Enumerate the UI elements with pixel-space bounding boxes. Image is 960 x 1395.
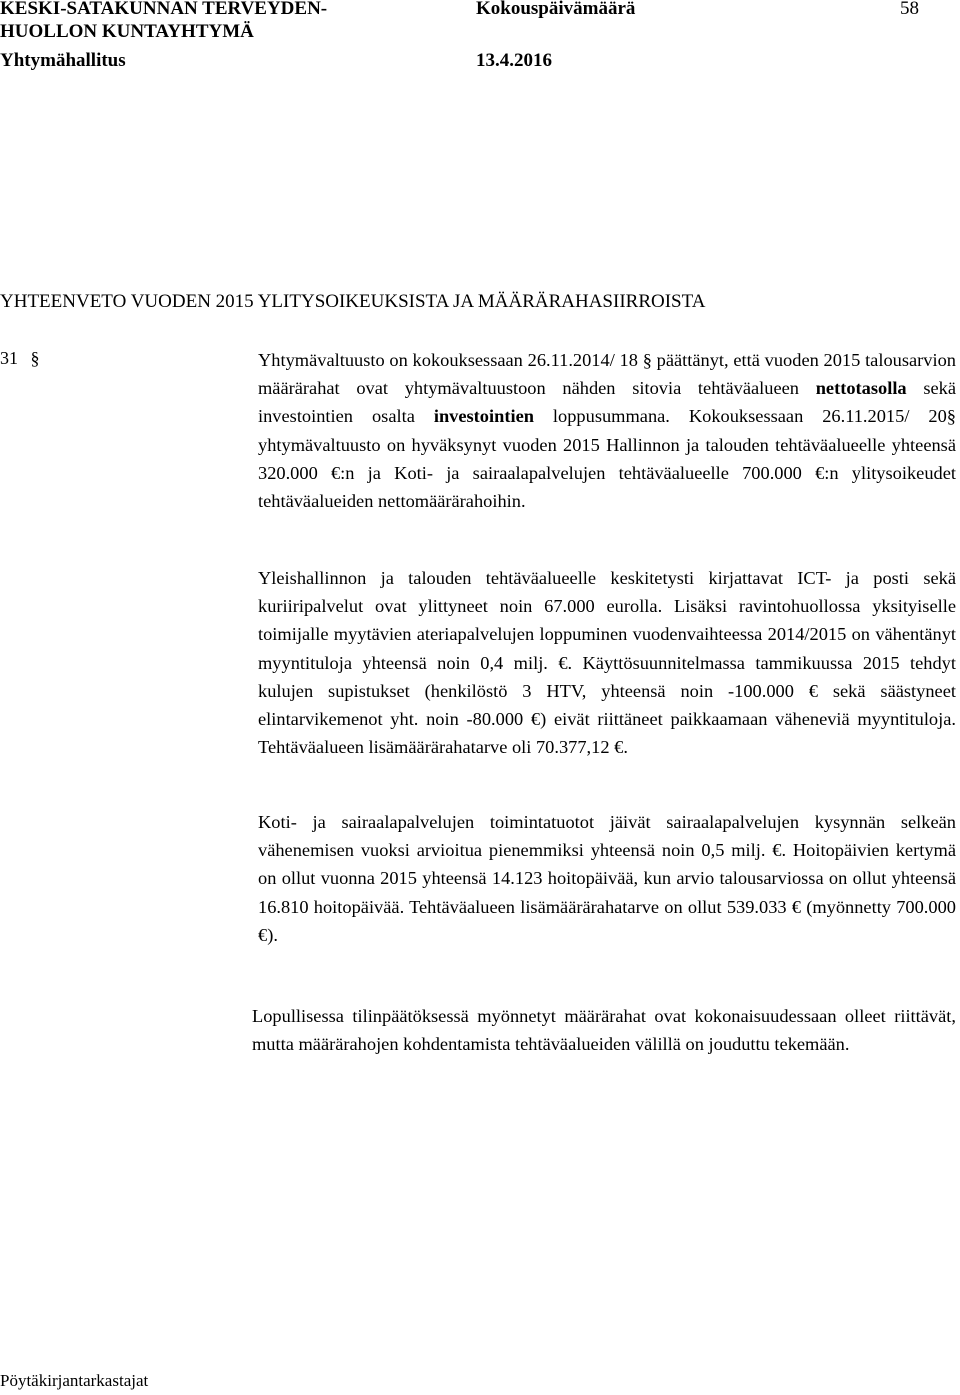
meeting-date: 13.4.2016 <box>476 50 552 71</box>
p1-text-e: yhtymävaltuusto on hyväksynyt vuoden 2015 Hallinnon ja talouden tehtäväalueelle yhteensä 320.000 €:n ja Koti- ja sairaalapalvelujen tehtäväalueelle 700.000 €:n ylitysoikeudet tehtäväalueiden nettomäärärahoihin. <box>258 434 956 512</box>
section-sign: § <box>30 348 40 368</box>
page-number: 58 <box>900 0 919 19</box>
section-sign: § <box>946 406 956 427</box>
section-title: YHTEENVETO VUODEN 2015 YLITYSOIKEUKSISTA JA MÄÄRÄRAHASIIRROISTA <box>0 291 706 312</box>
p1-text-c: sekä investointien osalta <box>258 378 956 427</box>
paragraph-conclusion: Lopullisessa tilinpäätöksessä myönnetyt määrärahat ovat kokonaisuudessaan olleet riittävät, mutta määrärahojen kohdentamista tehtäväalueiden välillä on jouduttu tekemään. <box>252 1006 956 1055</box>
paragraph-general-admin: Yleishallinnon ja talouden tehtäväalueelle keskitetysti kirjattavat ICT- ja posti sekä kuriiripalvelut ovat ylittyneet noin 67.000 eurolla. Lisäksi ravintohuollossa yksityiselle toimijalle myytävien ateriapalvelujen loppuminen vuodenvaihteessa 2014/2015 on vähentänyt myyntituloja yhteensä noin 0,4 milj. €. Käyttösuunnitelmassa tammikuussa 2015 tehdyt kulujen supistukset (henkilöstö 3 HTV, yhteensä noin -100.000 € sekä säästyneet elintarvikemenot yht. noin -80.000 €) eivät riittäneet paikkaamaan väheneviä myyntituloja. Tehtäväalueen lisämäärärahatarve oli 70.377,12 €. <box>258 568 956 758</box>
p1-bold-investointien: investointien <box>433 406 534 427</box>
meeting-date-label: Kokouspäivämäärä <box>476 0 636 19</box>
p1-text-d: loppusummana. Kokouksessaan 26.11.2015/ 20 <box>533 406 947 427</box>
section-sign: § <box>642 350 652 370</box>
p1-text-b: päättänyt, että vuoden 2015 talousarvion määrärahat ovat yhtymävaltuustoon nähden sitovia tehtäväalueen <box>258 350 956 399</box>
paragraph-home-hospital: Koti- ja sairaalapalvelujen toimintatuotot jäivät sairaalapalvelujen kysynnän selkeän vähenemisen vuoksi arvioitua pienemmiksi yhteensä noin 0,5 milj. €. Hoitopäivien kertymä on ollut vuonna 2015 yhteensä 14.123 hoitopäivää, kun arvio talousarviossa on ollut yhteensä 16.810 hoitopäivää. Tehtäväalueen lisämäärärahatarve on ollut 539.033 € (myönnetty 700.000 €). <box>258 812 956 945</box>
section-number-value: 31 <box>0 348 18 368</box>
footer-minutes-checkers: Pöytäkirjantarkastajat <box>0 1371 149 1390</box>
p1-text-a: Yhtymävaltuusto on kokouksessaan 26.11.2014/ 18 <box>258 350 643 370</box>
org-name-line1: KESKI-SATAKUNNAN TERVEYDEN- <box>0 0 328 19</box>
paragraph-decision <box>258 346 956 515</box>
p1-bold-nettotasolla: nettotasolla <box>815 378 907 399</box>
org-name-line2: HUOLLON KUNTAYHTYMÄ <box>0 21 254 42</box>
body-name: Yhtymähallitus <box>0 50 126 71</box>
section-number <box>0 346 40 370</box>
